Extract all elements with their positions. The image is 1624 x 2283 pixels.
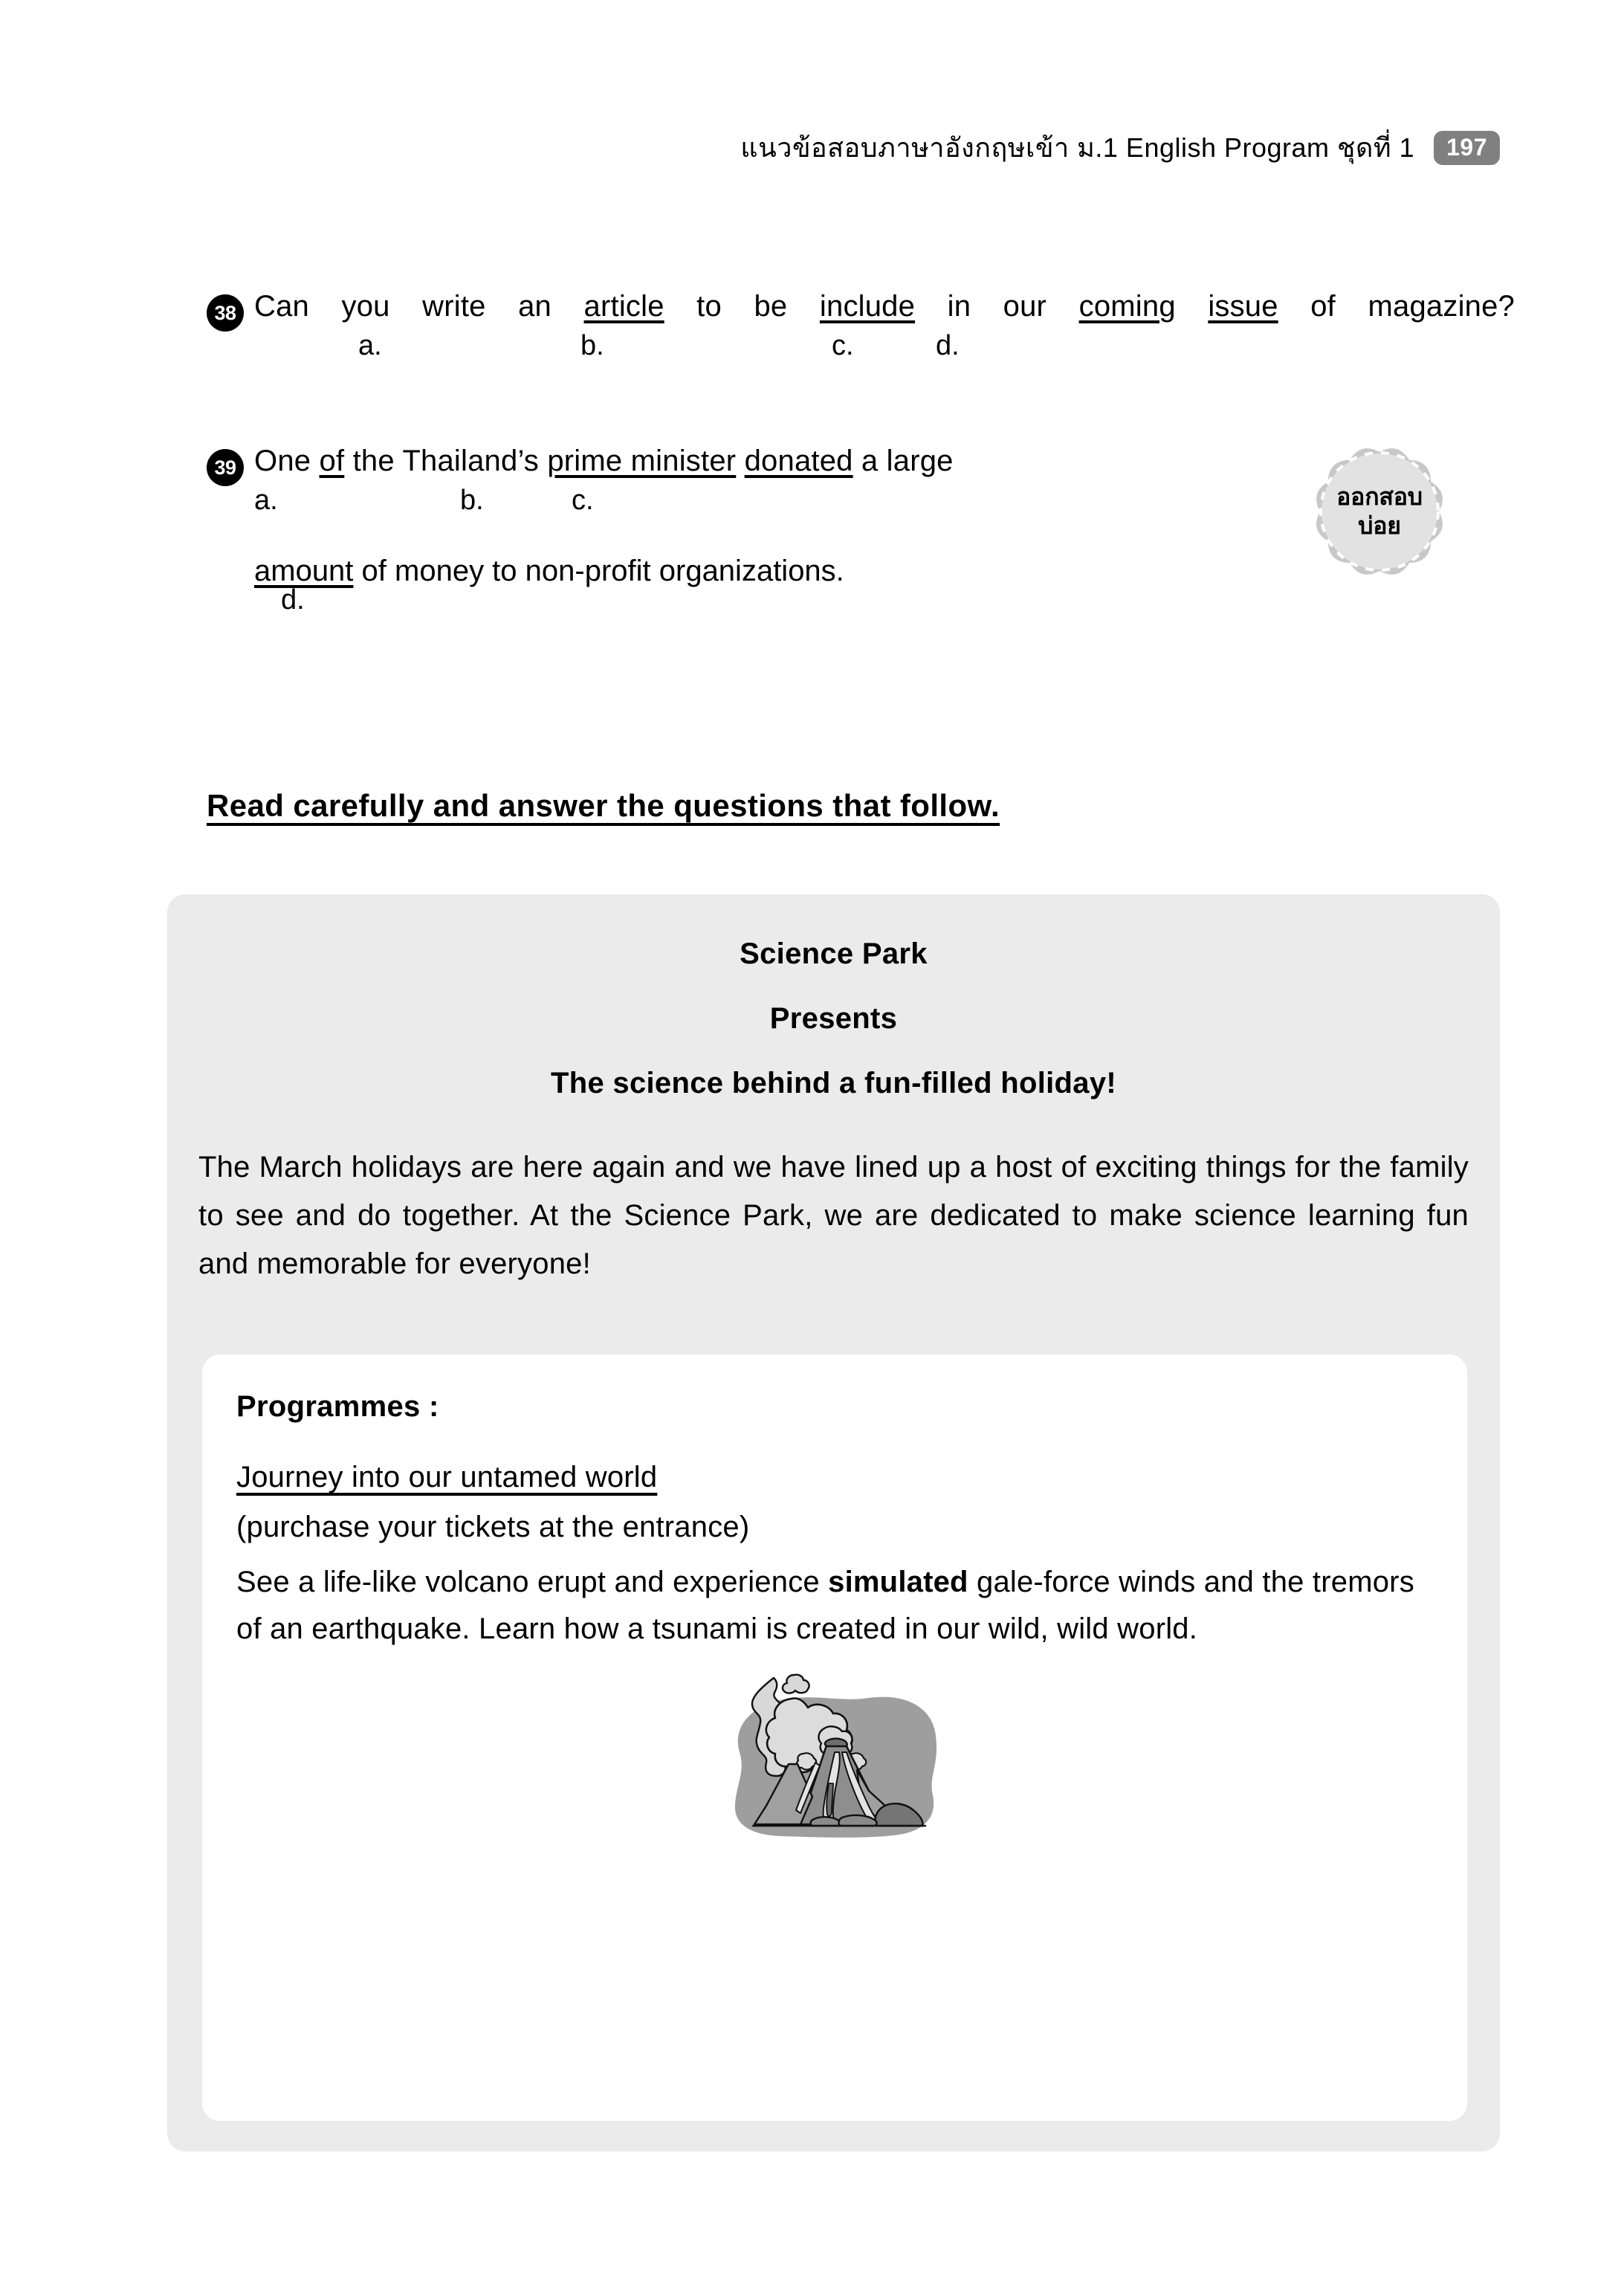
plain-text: the Thailand’s <box>344 445 548 477</box>
programme-note: (purchase your tickets at the entrance) <box>236 1511 750 1543</box>
answer-choice-label: c. <box>572 485 594 516</box>
question-39-answer-row-2 <box>254 586 1099 627</box>
plain-text: a large <box>853 445 954 477</box>
plain-text: to be <box>664 290 820 323</box>
programmes-panel <box>202 1354 1467 2121</box>
answer-choice-label: a. <box>254 485 278 516</box>
volcano-eruption-icon <box>723 1672 946 1861</box>
answer-choice-label: d. <box>936 330 960 361</box>
underlined-option: prime minister <box>547 445 737 477</box>
question-39-line1 <box>207 446 1099 486</box>
frequently-tested-stamp <box>1305 437 1454 586</box>
underlined-option: donated <box>744 445 853 477</box>
underlined-option: of <box>319 445 345 477</box>
plain-text: gale-force winds and the tremors of an earthquake. Learn how a tsunami is created in our wild, wild world. <box>236 1566 1414 1646</box>
plain-text: in our <box>915 290 1079 323</box>
stamp-line-2: บ่อย <box>1358 512 1401 539</box>
plain-text <box>1176 290 1209 323</box>
page-number-badge: 197 <box>1434 131 1500 165</box>
stamp-label <box>1305 437 1454 586</box>
stamp-line-1: ออกสอบ <box>1336 482 1423 510</box>
programme-body <box>236 1559 1433 1653</box>
answer-choice-label: b. <box>580 330 604 361</box>
plain-text: of magazine? <box>1278 290 1515 323</box>
question-39-text-line1 <box>254 446 1099 476</box>
header-title: แนวข้อสอบภาษาอังกฤษเข้า ม.1 English Program ชุดที่ 1 <box>740 132 1415 163</box>
plain-text: Can you write an <box>254 290 584 323</box>
plain-text <box>736 445 744 477</box>
question-38 <box>207 291 1515 375</box>
plain-text: of money to non-profit organizations. <box>353 555 844 587</box>
question-38-line <box>207 291 1515 332</box>
programme-subtitle: Journey into our untamed world <box>236 1461 658 1494</box>
underlined-option: issue <box>1208 290 1278 323</box>
poster-title-line-3: The science behind a fun-filled holiday! <box>551 1067 1116 1099</box>
question-38-text <box>254 291 1515 321</box>
plain-text: One <box>254 445 320 477</box>
plain-text: See a life-like volcano erupt and experience <box>236 1566 829 1598</box>
volcano-illustration-wrap <box>236 1672 1433 1861</box>
underlined-option: include <box>819 290 916 323</box>
question-39-text-line2 <box>254 556 1099 586</box>
poster-title-line-2: Presents <box>769 1002 898 1035</box>
poster-paragraph: The March holidays are here again and we have lined up a host of exciting things for the family to see and do together. At the Science Park, we are dedicated to make science learning fun and memorable for everyone! <box>198 1151 1469 1280</box>
answer-choice-label: b. <box>460 485 484 516</box>
reading-instruction: Read carefully and answer the questions that follow. <box>207 788 1000 823</box>
underlined-option: coming <box>1078 290 1176 323</box>
question-39-number: 39 <box>207 449 244 486</box>
page-header <box>740 126 1500 169</box>
question-38-number: 38 <box>207 294 244 332</box>
poster-title-line-1: Science Park <box>740 937 928 970</box>
question-39-answer-row-1 <box>207 486 1099 529</box>
answer-choice-label: a. <box>358 330 382 361</box>
underlined-option: article <box>583 290 664 323</box>
question-38-answer-row <box>207 332 1515 375</box>
programmes-heading: Programmes : <box>236 1390 439 1423</box>
question-39 <box>207 446 1099 627</box>
emphasis-text: simulated <box>828 1566 968 1598</box>
answer-choice-label: c. <box>832 330 854 361</box>
answer-choice-label: d. <box>281 584 305 616</box>
underlined-option: amount <box>254 555 354 587</box>
